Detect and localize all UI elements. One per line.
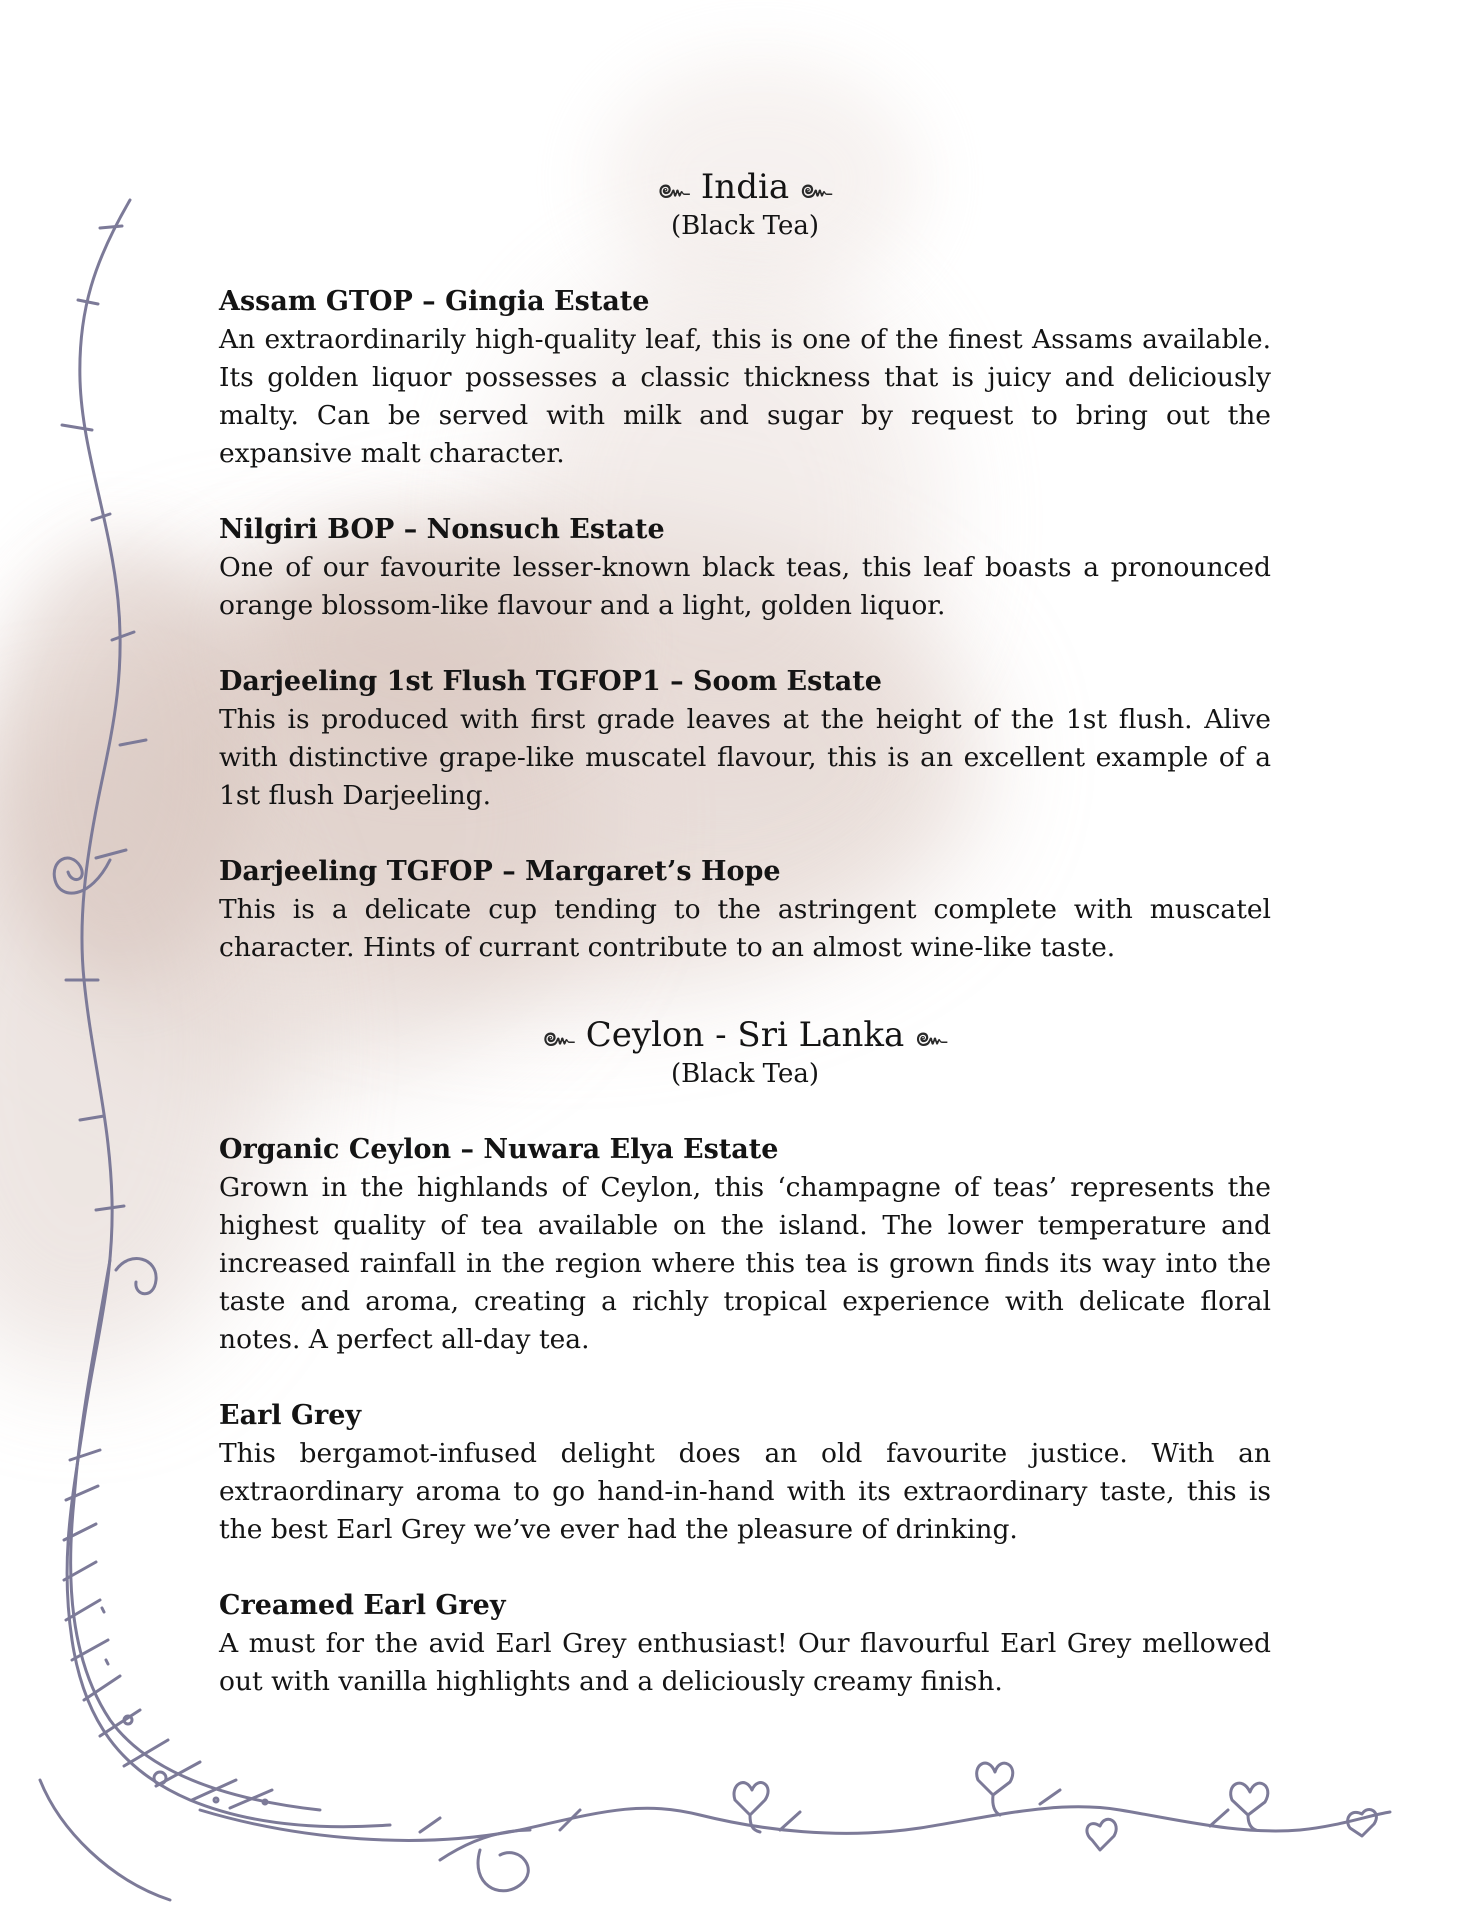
section-subtitle: (Black Tea) xyxy=(670,211,819,241)
tea-name: Assam GTOP – Gingia Estate xyxy=(219,286,650,317)
section-header xyxy=(219,165,1271,243)
section-header xyxy=(219,1013,1271,1091)
tea-description: This is produced with first grade leaves at the height of the 1st flush. Alive with distinctive grape-like muscatel flavour, this is an excellent example of a 1st flush Darjeeling. xyxy=(219,704,1271,811)
tea-item xyxy=(219,1397,1271,1549)
flourish-icon: ๛︎ xyxy=(799,172,833,205)
section-india xyxy=(219,165,1271,967)
tea-name: Nilgiri BOP – Nonsuch Estate xyxy=(219,514,665,545)
tea-name: Darjeeling 1st Flush TGFOP1 – Soom Estate xyxy=(219,666,882,697)
tea-description: One of our favourite lesser-known black teas, this leaf boasts a pronounced orange blossom-like flavour and a light, golden liquor. xyxy=(219,552,1271,621)
section-title xyxy=(219,1013,1271,1059)
section-title-text: India xyxy=(700,167,790,207)
tea-item xyxy=(219,1131,1271,1359)
tea-name: Darjeeling TGFOP – Margaret’s Hope xyxy=(219,856,781,887)
tea-name: Earl Grey xyxy=(219,1400,362,1431)
tea-item xyxy=(219,283,1271,473)
flourish-icon: ๛︎ xyxy=(657,172,691,205)
section-subtitle: (Black Tea) xyxy=(670,1059,819,1089)
tea-description: Grown in the highlands of Ceylon, this ‘champagne of teas’ represents the highest quality of tea available on the island. The lower temperature and increased rainfall in the region where this tea is grown finds its way into the taste and aroma, creating a richly tropical experience with delicate floral notes. A perfect all-day tea. xyxy=(219,1172,1271,1355)
section-title-text: Ceylon - Sri Lanka xyxy=(585,1015,905,1055)
tea-name: Creamed Earl Grey xyxy=(219,1590,506,1621)
tea-description: This bergamot-infused delight does an old favourite justice. With an extraordinary aroma to go hand-in-hand with its extraordinary taste, this is the best Earl Grey we’ve ever had the pleasure of drinking. xyxy=(219,1438,1271,1545)
tea-name: Organic Ceylon – Nuwara Elya Estate xyxy=(219,1134,779,1165)
tea-description: A must for the avid Earl Grey enthusiast! Our flavourful Earl Grey mellowed out with vanilla highlights and a deliciously creamy finish. xyxy=(219,1628,1271,1697)
tea-description: This is a delicate cup tending to the astringent complete with muscatel character. Hints of currant contribute to an almost wine-like taste. xyxy=(219,894,1271,963)
tea-item xyxy=(219,663,1271,815)
section-title xyxy=(219,165,1271,211)
section-ceylon xyxy=(219,1013,1271,1701)
tea-item xyxy=(219,1587,1271,1701)
tea-item xyxy=(219,853,1271,967)
tea-item xyxy=(219,511,1271,625)
menu-content xyxy=(219,165,1271,1701)
flourish-icon: ๛︎ xyxy=(915,1020,948,1053)
tea-description: An extraordinarily high-quality leaf, this is one of the finest Assams available. Its golden liquor possesses a classic thickness that is juicy and deliciously malty. Can be served with milk and sugar by request to bring out the expansive malt character. xyxy=(219,324,1271,469)
flourish-icon: ๛︎ xyxy=(542,1020,575,1053)
